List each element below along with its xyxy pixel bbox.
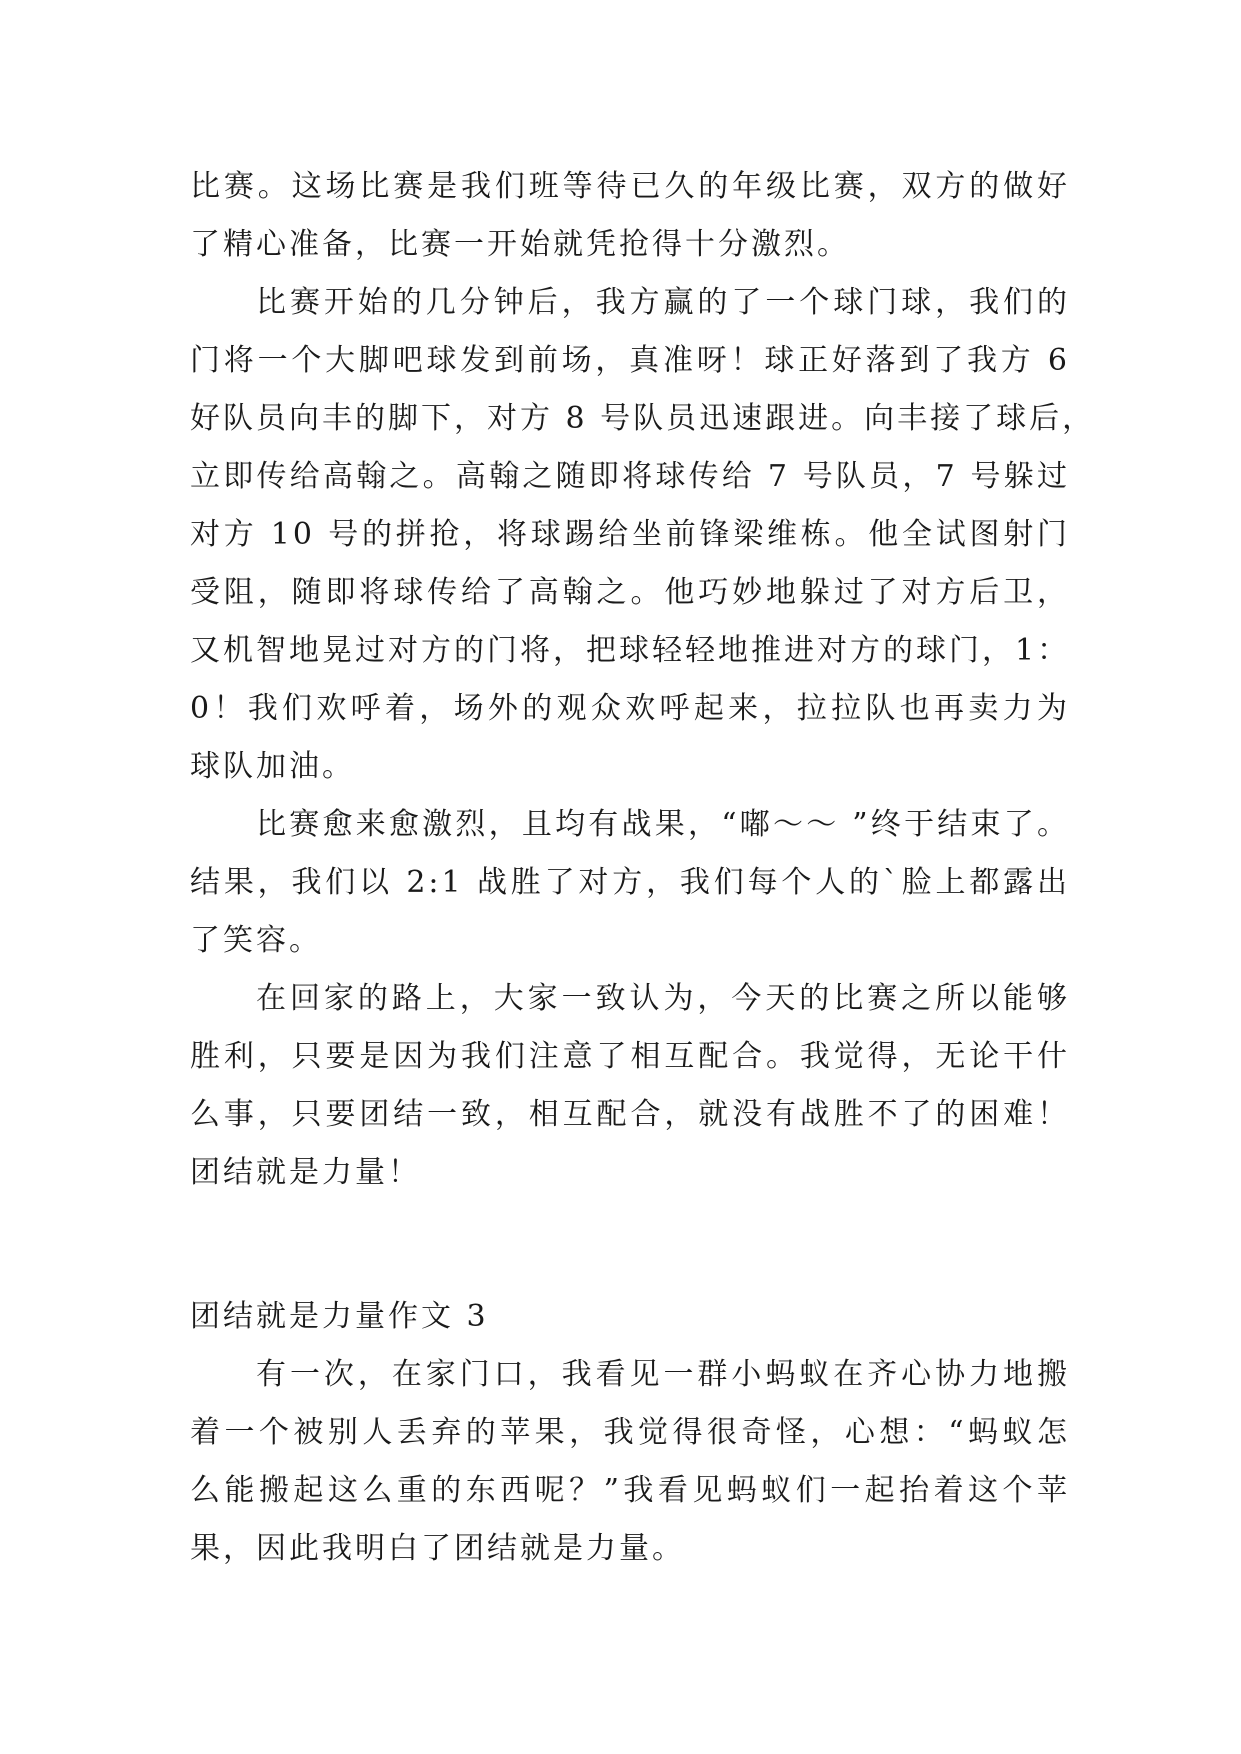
text-line: 立即传给高翰之。高翰之随即将球传给 7 号队员，7 号躲过 (190, 459, 1070, 494)
text-line: 有一次，在家门口，我看见一群小蚂蚁在齐心协力地搬 (256, 1357, 1070, 1392)
paragraph (190, 158, 1070, 274)
paragraph (190, 274, 1096, 796)
text-line: 团结就是力量！ (190, 1155, 421, 1190)
text-line: 在回家的路上，大家一致认为，今天的比赛之所以能够 (256, 981, 1070, 1016)
essay-body-part-b (190, 1346, 1070, 1578)
text-line: 比赛开始的几分钟后，我方赢的了一个球门球，我们的 (256, 285, 1070, 320)
section-gap (190, 1202, 1070, 1288)
section-heading: 团结就是力量作文 3 (190, 1299, 489, 1334)
paragraph (190, 796, 1070, 970)
text-line: 了精心准备，比赛一开始就凭抢得十分激烈。 (190, 227, 850, 262)
document-page (190, 158, 1096, 1578)
text-line: 比赛。这场比赛是我们班等待已久的年级比赛，双方的做好 (190, 169, 1070, 204)
text-line: 球队加油。 (190, 749, 355, 784)
text-line: 好队员向丰的脚下，对方 8 号队员迅速跟进。向丰接了球后， (190, 401, 1096, 436)
text-line: 了笑容。 (190, 923, 322, 958)
essay-body-part-a (190, 158, 1096, 1202)
paragraph (190, 1346, 1070, 1578)
text-line: 受阻，随即将球传给了高翰之。他巧妙地躲过了对方后卫， (190, 575, 1070, 610)
text-line: 胜利，只要是因为我们注意了相互配合。我觉得，无论干什 (190, 1039, 1070, 1074)
paragraph (190, 970, 1070, 1202)
text-line: 门将一个大脚吧球发到前场，真准呀！球正好落到了我方 6 (190, 343, 1070, 378)
text-line: 比赛愈来愈激烈，且均有战果，“嘟～～ ”终于结束了。 (256, 807, 1070, 842)
text-line: 结果，我们以 2:1 战胜了对方，我们每个人的`脸上都露出 (190, 865, 1070, 900)
text-line: 对方 10 号的拼抢，将球踢给坐前锋梁维栋。他全试图射门 (190, 517, 1070, 552)
text-line: 果，因此我明白了团结就是力量。 (190, 1531, 685, 1566)
text-line: 着一个被别人丢弃的苹果，我觉得很奇怪，心想：“蚂蚁怎 (190, 1415, 1070, 1450)
text-line: 么能搬起这么重的东西呢？”我看见蚂蚁们一起抬着这个苹 (190, 1473, 1070, 1508)
text-line: 又机智地晃过对方的门将，把球轻轻地推进对方的球门，1： (190, 633, 1071, 668)
text-line: 么事，只要团结一致，相互配合，就没有战胜不了的困难！ (190, 1097, 1070, 1132)
text-line: 0！我们欢呼着，场外的观众欢呼起来，拉拉队也再卖力为 (190, 691, 1070, 726)
